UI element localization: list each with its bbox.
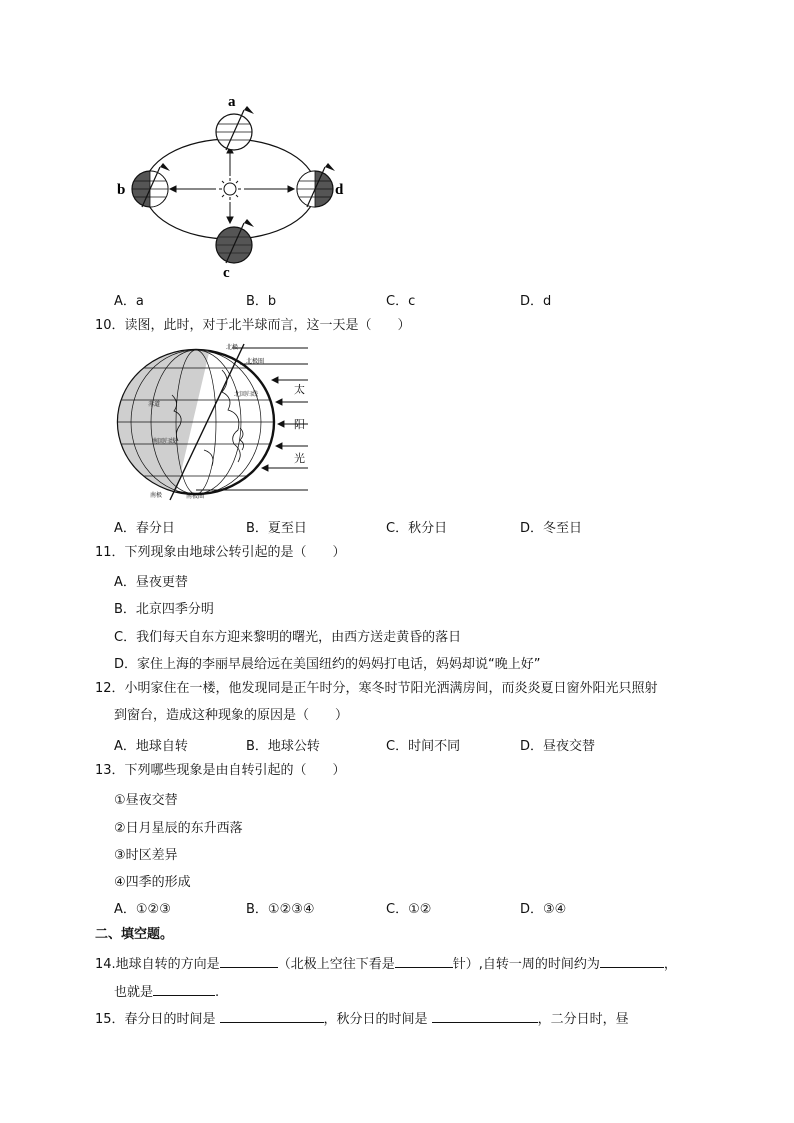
label-south-pole: 南极	[150, 493, 163, 499]
q12-stem-line1: 12．小明家住在一楼，他发现同是正午时分，寒冬时节阳光洒满房间，而炎炎夏日窗外阳光只照射	[95, 681, 658, 696]
q15-text-2: ，秋分日的时间是	[323, 1012, 428, 1027]
q13-option-b[interactable]: B．①②③④	[246, 902, 315, 917]
label-d: d	[335, 182, 344, 198]
q13-option-c[interactable]: C．①②	[386, 902, 432, 917]
q11-option-b[interactable]: B．北京四季分明	[114, 602, 214, 617]
q12-option-b[interactable]: B．地球公转	[246, 739, 320, 754]
label-north-pole: 北极	[226, 345, 239, 351]
q15-blank-autumn[interactable]	[432, 1008, 538, 1023]
sunlight-earth-diagram	[112, 340, 322, 502]
q13-stem: 13．下列哪些现象是由自转引起的（ ）	[95, 763, 346, 778]
q11-option-a[interactable]: A．昼夜更替	[114, 575, 188, 590]
sun-icon	[219, 178, 241, 200]
q11-option-c[interactable]: C．我们每天自东方迎来黎明的曙光，由西方送走黄昏的落日	[114, 630, 462, 645]
label-tropic-capricorn: 南回归线	[152, 439, 177, 445]
q12-option-a[interactable]: A．地球自转	[114, 739, 188, 754]
q14-blank-direction[interactable]	[220, 953, 278, 968]
q13-item-2: ②日月星辰的东升西落	[114, 821, 243, 836]
earth-position-c	[216, 219, 254, 263]
label-sun-2: 阳	[294, 419, 305, 431]
q13-item-1: ①昼夜交替	[114, 793, 178, 808]
q10-option-b[interactable]: B．夏至日	[246, 521, 307, 536]
q14-text-5: 也就是	[114, 985, 154, 1000]
q12-stem-line2: 到窗台，造成这种现象的原因是（ ）	[114, 708, 349, 723]
q13-option-a[interactable]: A．①②③	[114, 902, 171, 917]
label-a: a	[228, 94, 236, 110]
q14-blank-clockwise[interactable]	[395, 953, 453, 968]
q14-text-1: 14.地球自转的方向是	[95, 957, 220, 972]
q9-option-a[interactable]: A．a	[114, 294, 144, 309]
label-sun-1: 太	[294, 384, 305, 396]
label-c: c	[223, 265, 230, 281]
q13-item-3: ③时区差异	[114, 848, 178, 863]
label-b: b	[117, 182, 126, 198]
q10-option-c[interactable]: C．秋分日	[386, 521, 448, 536]
q14-text-6: .	[215, 985, 220, 1000]
q14-text-3: 针）,自转一周的时间约为	[452, 957, 600, 972]
q9-option-b[interactable]: B．b	[246, 294, 277, 309]
q11-option-d[interactable]: D．家住上海的李丽早晨给远在美国纽约的妈妈打电话，妈妈却说“晚上好”	[114, 657, 541, 672]
q15-blank-spring[interactable]	[220, 1008, 324, 1023]
label-arctic-circle: 北极圈	[246, 359, 265, 365]
q9-option-d[interactable]: D．d	[520, 294, 552, 309]
label-tropic-cancer: 北回归线	[234, 392, 259, 398]
q13-item-4: ④四季的形成	[114, 875, 191, 890]
section-title-fill-in: 二、填空题。	[95, 927, 174, 942]
q14-text-4: ，	[663, 957, 677, 972]
q13-option-d[interactable]: D．③④	[520, 902, 567, 917]
q15-line	[95, 1008, 629, 1029]
q14-line1	[95, 953, 677, 974]
q14-line2	[114, 981, 219, 1002]
q14-blank-hours[interactable]	[153, 981, 215, 996]
label-equator: 赤道	[148, 402, 161, 408]
earth-position-d	[297, 163, 335, 207]
q9-option-c[interactable]: C．c	[386, 294, 416, 309]
label-antarctic-circle: 南极圈	[186, 494, 205, 500]
q12-option-c[interactable]: C．时间不同	[386, 739, 461, 754]
q10-stem: 10．读图，此时，对于北半球而言，这一天是（ ）	[95, 318, 411, 333]
q11-stem: 11．下列现象由地球公转引起的是（ ）	[95, 545, 346, 560]
q14-text-2: （北极上空往下看是	[277, 957, 395, 972]
q14-blank-period[interactable]	[600, 953, 664, 968]
earth-position-a	[216, 106, 254, 150]
label-sun-3: 光	[294, 453, 305, 465]
q10-option-a[interactable]: A．春分日	[114, 521, 175, 536]
q15-text-1: 15．春分日的时间是	[95, 1012, 216, 1027]
q12-option-d[interactable]: D．昼夜交替	[520, 739, 596, 754]
q15-text-3: ，二分日时，昼	[537, 1012, 629, 1027]
q10-option-d[interactable]: D．冬至日	[520, 521, 583, 536]
orbit-diagram	[110, 92, 355, 282]
